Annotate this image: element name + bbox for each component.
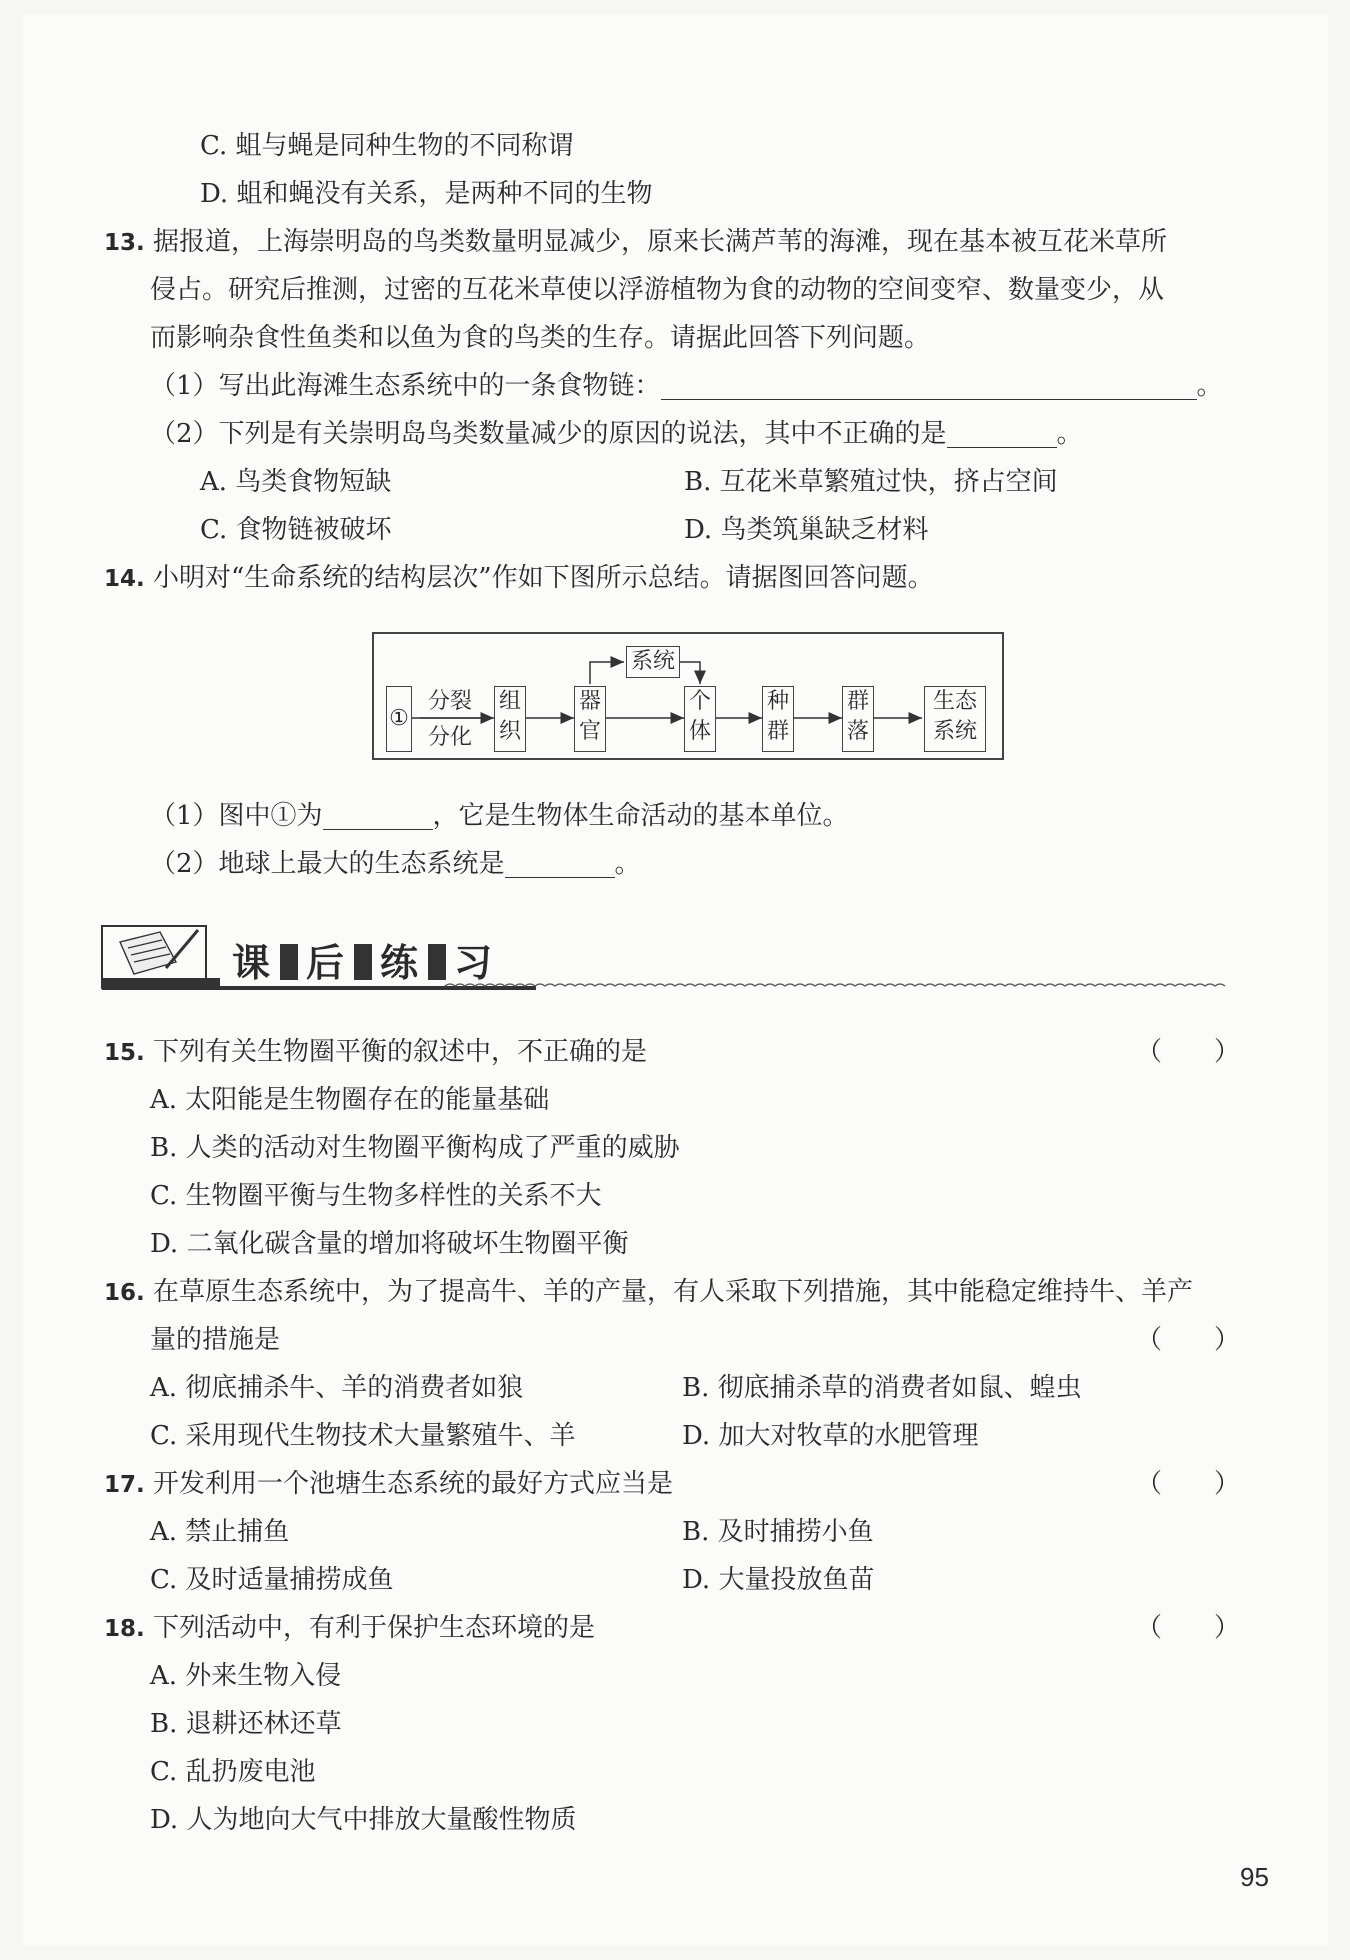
answer-blank[interactable] [505,851,615,878]
q17-option-d: D. 大量投放鱼苗 [682,1565,875,1595]
answer-parentheses[interactable]: （ ） [1136,1325,1241,1355]
ecosystem-line2: 系统 [932,719,977,744]
community-char1: 群 [846,689,869,714]
question-number: 17. [104,1472,145,1498]
q14-stem [104,554,934,603]
q14-sub2 [150,840,641,888]
ecosystem-box [924,686,986,752]
q17-stem-text: 开发利用一个池塘生态系统的最好方式应当是 [153,1469,674,1499]
ecosystem-line1: 生态 [932,689,977,714]
q13-sub2-text: （2）下列是有关崇明岛鸟类数量减少的原因的说法，其中不正确的是 [150,419,947,449]
q13-option-d: D. 鸟类筑巢缺乏材料 [684,515,929,545]
q16-option-c: C. 采用现代生物技术大量繁殖牛、羊 [150,1421,576,1451]
question-number: 15. [104,1040,145,1066]
answer-blank[interactable] [323,803,433,830]
decorative-wavy-line [445,984,1225,986]
tissue-box [494,686,526,752]
system-box: 系统 [626,646,680,678]
q13-option-c: C. 食物链被破坏 [200,515,392,545]
q17-option-b: B. 及时捕捞小鱼 [682,1517,874,1547]
q18-option-b: B. 退耕还林还草 [150,1709,342,1739]
question-number: 14. [104,566,145,592]
question-number: 16. [104,1280,145,1306]
q18-option-a: A. 外来生物入侵 [150,1661,342,1691]
q17-stem [104,1460,673,1509]
q13-stem-line3: 而影响杂食性鱼类和以鱼为食的鸟类的生存。请据此回答下列问题。 [150,323,931,353]
section-char-1: 课 [232,941,273,985]
population-char2: 群 [766,719,789,744]
answer-blank[interactable] [947,421,1057,448]
q16-option-a: A. 彻底捕杀牛、羊的消费者如狼 [150,1373,524,1403]
life-system-diagram [372,632,1004,760]
tissue-char1: 组 [498,689,521,714]
title-separator [428,944,446,980]
community-box [842,686,874,752]
q16-option-d: D. 加大对牧草的水肥管理 [682,1421,979,1451]
q15-option-c: C. 生物圈平衡与生物多样性的关系不大 [150,1181,602,1211]
answer-parentheses[interactable]: （ ） [1136,1613,1241,1643]
q13-option-b: B. 互花米草繁殖过快，挤占空间 [684,467,1058,497]
q13-stem-line2: 侵占。研究后推测，过密的互花米草使以浮游植物为食的动物的空间变窄、数量变少，从 [150,275,1165,305]
q12-option-c: C. 蛆与蝇是同种生物的不同称谓 [200,131,574,161]
q17-option-a: A. 禁止捕鱼 [150,1517,290,1547]
q13-stem-line1 [104,218,1167,267]
q14-sub1 [150,792,849,840]
q18-option-c: C. 乱扔废电池 [150,1757,316,1787]
q13-sub2 [150,410,1083,458]
q17-option-c: C. 及时适量捕捞成鱼 [150,1565,394,1595]
population-char1: 种 [766,689,789,714]
q13-sub1 [150,362,1223,410]
answer-parentheses[interactable]: （ ） [1136,1037,1241,1067]
q14-sub2-text-b: 。 [614,849,641,879]
answer-parentheses[interactable]: （ ） [1136,1469,1241,1499]
section-char-3: 练 [380,941,421,985]
answer-blank[interactable] [661,373,1197,400]
q16-option-b: B. 彻底捕杀草的消费者如鼠、蝗虫 [682,1373,1082,1403]
section-char-2: 后 [306,941,347,985]
q16-stem-text1: 在草原生态系统中，为了提高牛、羊的产量，有人采取下列措施，其中能稳定维持牛、羊产 [153,1277,1194,1307]
individual-char1: 个 [688,689,711,714]
cell-circle-box: ① [386,686,412,752]
tissue-char2: 织 [498,719,521,744]
individual-char2: 体 [688,719,711,744]
q18-stem [104,1604,595,1653]
page-number: 95 [1240,1862,1269,1892]
q15-option-d: D. 二氧化碳含量的增加将破坏生物圈平衡 [150,1229,629,1259]
q14-sub2-text-a: （2）地球上最大的生态系统是 [150,849,505,879]
q13-sub1-end: 。 [1196,371,1223,401]
q16-stem-line1 [104,1268,1193,1317]
differentiate-label: 分化 [428,725,473,750]
question-number: 13. [104,230,145,256]
section-title [224,932,502,987]
population-box [762,686,794,752]
q14-sub1-text-b: ，它是生物体生命活动的基本单位。 [432,801,849,831]
organ-box [574,686,606,752]
section-char-4: 习 [454,941,495,985]
organ-char2: 官 [578,719,601,744]
q13-stem-text1: 据报道，上海崇明岛的鸟类数量明显减少，原来长满芦苇的海滩，现在基本被互花米草所 [153,227,1168,257]
q13-sub1-text: （1）写出此海滩生态系统中的一条食物链： [150,371,661,401]
q18-stem-text: 下列活动中，有利于保护生态环境的是 [153,1613,596,1643]
title-separator [280,944,298,980]
question-number: 18. [104,1616,145,1642]
organ-char1: 器 [578,689,601,714]
q16-stem-line2: 量的措施是 [150,1325,281,1355]
title-separator [354,944,372,980]
q15-stem [104,1028,647,1077]
q12-option-d: D. 蛆和蝇没有关系，是两种不同的生物 [200,179,653,209]
q15-option-a: A. 太阳能是生物圈存在的能量基础 [150,1085,550,1115]
community-char2: 落 [846,719,869,744]
q14-sub1-text-a: （1）图中①为 [150,801,323,831]
individual-box [684,686,716,752]
q15-stem-text: 下列有关生物圈平衡的叙述中，不正确的是 [153,1037,648,1067]
q13-option-a: A. 鸟类食物短缺 [200,467,392,497]
split-label: 分裂 [428,689,473,714]
q18-option-d: D. 人为地向大气中排放大量酸性物质 [150,1805,577,1835]
q14-stem-text: 小明对“生命系统的结构层次”作如下图所示总结。请据图回答问题。 [153,563,934,593]
q15-option-b: B. 人类的活动对生物圈平衡构成了严重的威胁 [150,1133,680,1163]
q13-sub2-end: 。 [1056,419,1083,449]
